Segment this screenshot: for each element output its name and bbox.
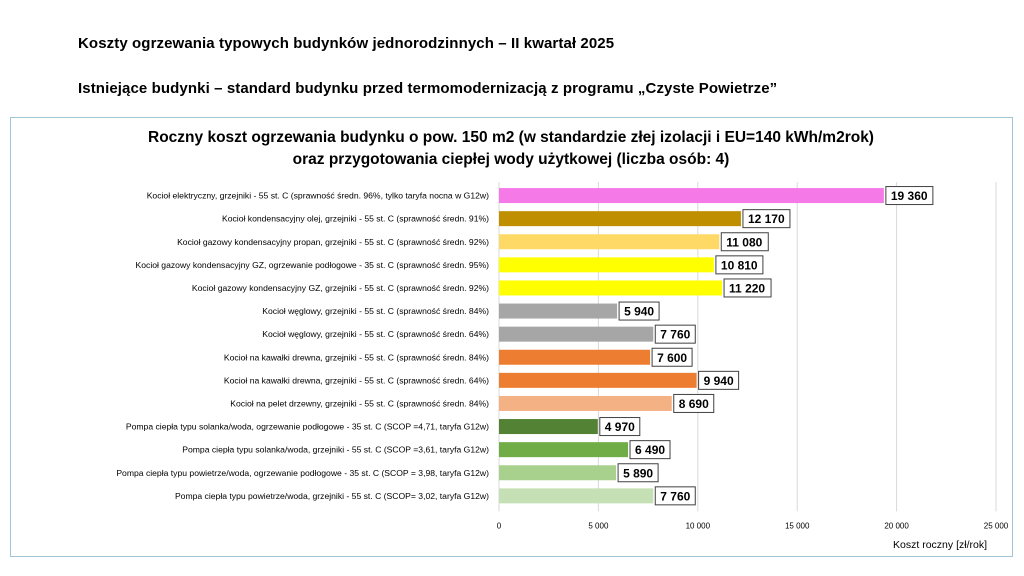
- x-tick-label: 10 000: [685, 521, 711, 531]
- bar: [499, 488, 653, 503]
- x-tick-label: 20 000: [884, 521, 909, 531]
- category-label: Pompa ciepła typu powietrze/woda, ogrzewanie podłogowe - 35 st. C (SCOP = 3,98, taryfa G12w): [116, 467, 489, 478]
- bar: [499, 465, 616, 480]
- bar: [499, 280, 722, 295]
- category-label: Kocioł gazowy kondensacyjny propan, grzejniki - 55 st. C (sprawność średn. 92%): [177, 236, 489, 247]
- data-label: 4 970: [604, 420, 635, 435]
- category-label: Kocioł elektryczny, grzejniki - 55 st. C (sprawność średn. 96%, tylko taryfa nocna w G12w): [146, 190, 489, 201]
- bar: [499, 304, 617, 319]
- category-label: Pompa ciepła typu solanka/woda, ogrzewanie podłogowe - 35 st. C (SCOP =4,71, taryfa G12w): [125, 421, 489, 432]
- category-label: Kocioł na kawałki drewna, grzejniki - 55 st. C (sprawność średn. 84%): [223, 352, 489, 363]
- data-label: 11 080: [726, 235, 763, 250]
- category-label: Kocioł węglowy, grzejniki - 55 st. C (sprawność średn. 84%): [262, 306, 489, 317]
- x-tick-label: 5 000: [588, 521, 609, 531]
- data-label: 7 600: [657, 350, 688, 365]
- bar: [499, 327, 653, 342]
- bar-chart: [11, 118, 1012, 556]
- page-heading-1: Koszty ogrzewania typowych budynków jednorodzinnych – II kwartał 2025: [78, 35, 615, 52]
- category-label: Kocioł gazowy kondensacyjny GZ, ogrzewanie podłogowe - 35 st. C (sprawność średn. 95%): [135, 259, 489, 270]
- category-label: Kocioł na pelet drzewny, grzejniki - 55 st. C (sprawność średn. 84%): [230, 398, 489, 409]
- page-heading-2: Istniejące budynki – standard budynku przed termomodernizacją z programu „Czyste Powietrze”: [78, 80, 778, 97]
- data-label: 5 890: [623, 466, 654, 481]
- bar: [499, 350, 650, 365]
- x-axis-label: Koszt roczny [zł/rok]: [893, 539, 987, 551]
- data-label: 7 760: [660, 489, 691, 504]
- category-label: Pompa ciepła typu powietrze/woda, grzejniki - 55 st. C (SCOP= 3,02, taryfa G12w): [174, 490, 489, 501]
- bar: [499, 234, 719, 249]
- category-label: Kocioł gazowy kondensacyjny GZ, grzejniki - 55 st. C (sprawność średn. 92%): [191, 282, 489, 293]
- data-label: 7 760: [660, 327, 691, 342]
- data-label: 8 690: [678, 396, 709, 411]
- data-label: 11 220: [729, 281, 766, 296]
- x-tick-label: 0: [496, 521, 502, 531]
- data-label: 10 810: [720, 258, 758, 273]
- bar: [499, 257, 714, 272]
- data-label: 5 940: [624, 304, 655, 319]
- chart-title-line-1: Roczny koszt ogrzewania budynku o pow. 150 m2 (w standardzie złej izolacji i EU=140 kWh/m2rok): [148, 129, 874, 146]
- category-label: Kocioł węglowy, grzejniki - 55 st. C (sprawność średn. 64%): [262, 329, 489, 340]
- data-label: 19 360: [890, 189, 928, 204]
- bar: [499, 396, 672, 411]
- bar: [499, 419, 598, 434]
- category-label: Pompa ciepła typu solanka/woda, grzejniki - 55 st. C (SCOP =3,61, taryfa G12w): [182, 444, 489, 455]
- category-label: Kocioł kondensacyjny olej, grzejniki - 55 st. C (sprawność średn. 91%): [221, 213, 489, 224]
- bar: [499, 211, 741, 226]
- chart-title-line-2: oraz przygotowania ciepłej wody użytkowej (liczba osób: 4): [292, 151, 730, 168]
- bar: [499, 442, 628, 457]
- data-label: 12 170: [747, 212, 785, 227]
- x-tick-label: 15 000: [784, 521, 810, 531]
- chart-frame: [10, 117, 1013, 557]
- data-label: 6 490: [635, 443, 666, 458]
- bar: [499, 188, 884, 203]
- data-label: 9 940: [703, 373, 734, 388]
- bar: [499, 373, 697, 388]
- x-tick-label: 25 000: [983, 521, 1009, 531]
- category-label: Kocioł na kawałki drewna, grzejniki - 55 st. C (sprawność średn. 64%): [223, 375, 489, 386]
